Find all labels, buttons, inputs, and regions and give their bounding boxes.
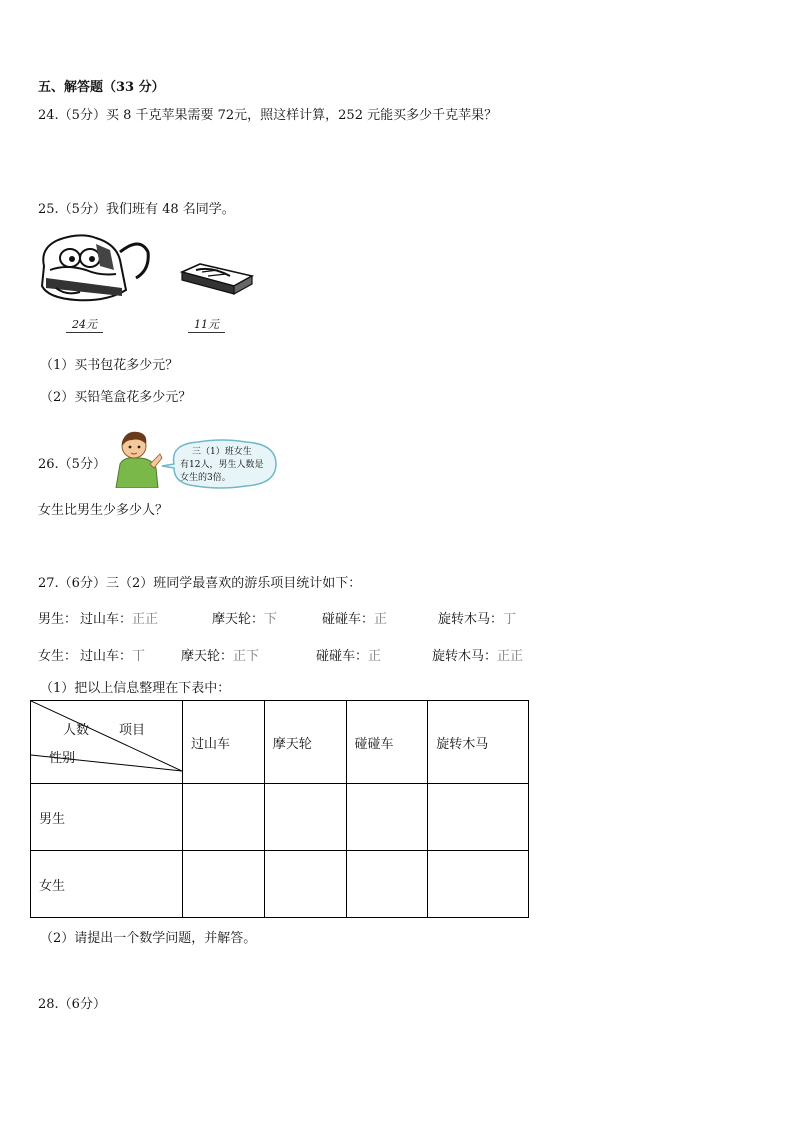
tally-mark: 正正 — [132, 612, 159, 627]
question-25-sub1: （1）买书包花多少元？ — [40, 358, 179, 373]
header-carousel: 旋转木马 — [428, 701, 529, 784]
section-title: 五、解答题（33 分） — [38, 80, 165, 95]
question-25-sub2: （2）买铅笔盒花多少元？ — [40, 390, 192, 405]
answer-cell[interactable] — [346, 851, 428, 918]
girls-item-1 — [80, 645, 145, 664]
question-25: 25.（5分）我们班有 48 名同学。 — [38, 202, 235, 217]
girls-label: 女生： — [38, 649, 78, 664]
tally-mark: 正 — [374, 612, 388, 627]
header-bumper-car: 碰碰车 — [346, 701, 428, 784]
row-label-girls: 女生 — [31, 851, 183, 918]
table-row — [31, 784, 529, 851]
boys-label: 男生： — [38, 612, 78, 627]
boys-item-3 — [322, 608, 387, 627]
tally-mark: 正正 — [497, 649, 524, 664]
answer-cell[interactable] — [428, 851, 529, 918]
question-28: 28.（6分） — [38, 997, 106, 1012]
item-name: 过山车： — [80, 612, 133, 627]
question-24: 24.（5分）买 8 千克苹果需要 72元，照这样计算，252 元能买多少千克苹果？ — [38, 108, 498, 123]
item-name: 碰碰车： — [316, 649, 369, 664]
answer-cell[interactable] — [264, 851, 346, 918]
item-name: 旋转木马： — [432, 649, 498, 664]
pencil-case-price-tag: 11元 — [188, 316, 225, 333]
question-27-sub1: （1）把以上信息整理在下表中： — [40, 681, 231, 696]
answer-cell[interactable] — [264, 784, 346, 851]
diagonal-lines — [31, 701, 182, 784]
tally-mark: 正 — [368, 649, 382, 664]
boys-item-4 — [438, 608, 516, 627]
table-header-row — [31, 701, 529, 784]
pencil-case-illustration — [178, 258, 256, 300]
school-bag-illustration — [36, 230, 154, 306]
corner-cell — [31, 701, 183, 784]
question-27: 27.（6分）三（2）班同学最喜欢的游乐项目统计如下： — [38, 576, 362, 591]
tally-mark: 丅 — [132, 649, 146, 664]
table-row — [31, 851, 529, 918]
bubble-line-1: 三（1）班女生 — [192, 447, 252, 457]
girls-item-3 — [316, 645, 381, 664]
corner-item-label: 项目 — [119, 723, 146, 738]
girls-item-2 — [181, 645, 259, 664]
item-name: 碰碰车： — [322, 612, 375, 627]
answer-cell[interactable] — [428, 784, 529, 851]
answer-cell[interactable] — [183, 784, 265, 851]
item-name: 旋转木马： — [438, 612, 504, 627]
row-label-boys: 男生 — [31, 784, 183, 851]
item-name: 摩天轮： — [181, 649, 234, 664]
answer-cell[interactable] — [183, 851, 265, 918]
item-name: 摩天轮： — [212, 612, 265, 627]
boy-illustration — [112, 428, 164, 488]
tally-mark: 丁 — [503, 612, 517, 627]
tally-mark: 下 — [264, 612, 278, 627]
corner-count-label: 人数 — [63, 723, 90, 738]
question-27-sub2: （2）请提出一个数学问题，并解答。 — [40, 931, 257, 946]
statistics-table — [30, 700, 529, 918]
answer-cell[interactable] — [346, 784, 428, 851]
item-name: 过山车： — [80, 649, 133, 664]
girls-item-4 — [432, 645, 523, 664]
bubble-line-3: 女生的3倍。 — [180, 473, 231, 483]
question-26-label: 26.（5分） — [38, 457, 106, 472]
bubble-line-2: 有12人，男生人数是 — [180, 460, 264, 470]
question-26-text: 女生比男生少多少人？ — [38, 503, 169, 518]
boys-item-1 — [80, 608, 158, 627]
header-roller-coaster: 过山车 — [183, 701, 265, 784]
header-ferris-wheel: 摩天轮 — [264, 701, 346, 784]
bag-price-tag: 24元 — [66, 316, 103, 333]
corner-gender-label: 性别 — [49, 751, 76, 766]
tally-mark: 正下 — [233, 649, 260, 664]
boys-item-2 — [212, 608, 277, 627]
